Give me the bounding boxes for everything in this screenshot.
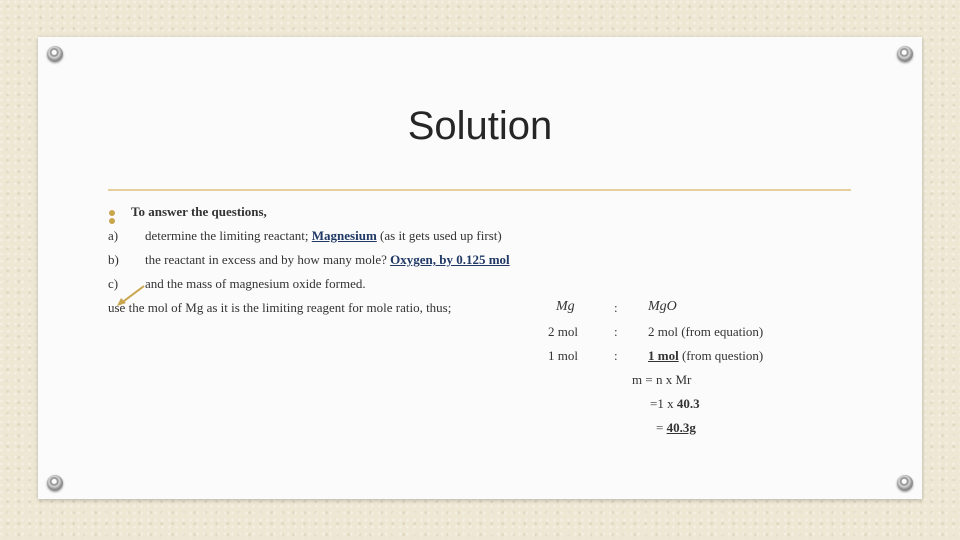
- ratio-row1-colon: :: [614, 324, 618, 339]
- item-a-marker: a): [108, 228, 119, 243]
- calc-line3: [656, 420, 714, 436]
- item-b-text: the reactant in excess and by how many mole?: [145, 252, 387, 267]
- ratio-row2-right: [648, 348, 763, 364]
- ratio-row1-left: 2 mol: [548, 324, 578, 339]
- item-b: [145, 252, 510, 268]
- ratio-head-left: Mg: [556, 299, 575, 314]
- item-a-answer: Magnesium: [311, 228, 377, 243]
- ratio-row2-right-rest: (from question): [678, 348, 764, 363]
- bullet-icon: [107, 208, 117, 226]
- calc-line2-bold: 40.3: [676, 396, 700, 411]
- item-b-marker: b): [108, 252, 119, 267]
- item-b-answer: Oxygen, by 0.125 mol: [390, 252, 510, 267]
- ratio-intro: use the mol of Mg as it is the limiting reagent for mole ratio, thus;: [108, 300, 452, 315]
- pin-icon-bottom-left: [47, 475, 63, 491]
- ratio-row2-right-bold: 1 mol: [648, 348, 679, 363]
- item-c-marker: c): [108, 276, 119, 291]
- calc-line1: m = n x Mr: [632, 372, 692, 387]
- ratio-row2-colon: :: [614, 348, 618, 363]
- calc-line3-pre: =: [656, 420, 667, 435]
- slide-title: Solution: [407, 104, 553, 148]
- ratio-head-colon: :: [614, 300, 618, 315]
- ratio-row1-right: 2 mol (from equation): [648, 324, 764, 339]
- item-c-text: and the mass of magnesium oxide formed.: [145, 276, 366, 291]
- pin-icon-bottom-right: [897, 475, 913, 491]
- ratio-row2-left: 1 mol: [548, 348, 578, 363]
- calc-line2-pre: =1 x: [650, 396, 677, 411]
- title-divider: [108, 189, 851, 191]
- item-a: [145, 228, 502, 244]
- calc-line3-bold: 40.3g: [666, 420, 696, 435]
- ratio-head-right: MgO: [648, 299, 677, 314]
- intro-text: To answer the questions,: [131, 204, 267, 219]
- pin-icon-top-right: [897, 46, 913, 62]
- pin-icon-top-left: [47, 46, 63, 62]
- item-a-text: determine the limiting reactant;: [145, 228, 309, 243]
- item-a-note: (as it gets used up first): [380, 228, 502, 243]
- calc-line2: [650, 396, 700, 412]
